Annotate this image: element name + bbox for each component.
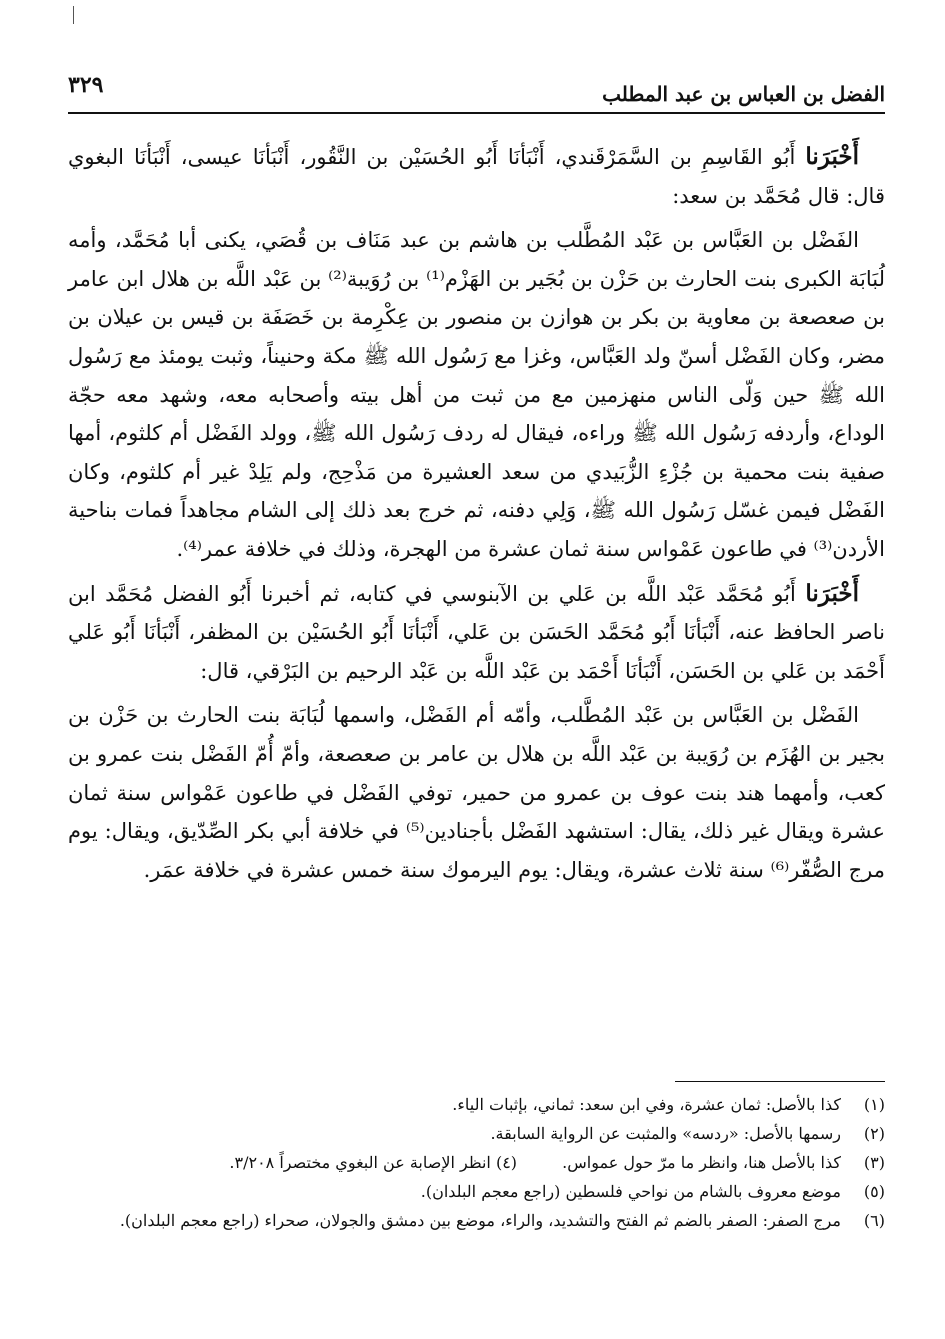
paragraph-text: الفَضْل بن العَبَّاس بن عَبْد المُطَّلب، وأمّه أم الفَضْل، واسمها لُبَابَة بنت الحارث بن حَزْن بن بجير بن الهُزَم بن رُوَيبة بن عَبْد اللَّه بن هلال بن عامر بن صعصعة، وأمّ أُمّ الفَضْل بنت عمرو بن كعب، وأمهما هند بنت عوف بن عمرو من حمير، توفي الفَضْل في طاعون عَمْواس سنة ثمان عشرة ويقال غير ذلك، يقال: استشهد الفَضْل بأجنادين⁽⁵⁾ في خلافة أبي بكر الصِّدّيق، ويقال: يوم مرج الصُّفّر⁽⁶⁾ سنة ثلاث عشرة، ويقال: يوم اليرموك سنة خمس عشرة في خلافة عمَر. xyxy=(68,703,885,882)
footnote-divider xyxy=(675,1081,885,1082)
paragraph-text: أَبُو مُحَمَّد عَبْد اللَّه بن عَلي بن الآبنوسي في كتابه، ثم أخبرنا أَبُو الفضل مُحَمَّد ابن ناصر الحافظ عنه، أَنْبَأنَا أَبُو مُحَمَّد الحَسَن بن عَلي، أَنْبَأنَا أَبُو الحُسَيْن بن المظفر، أَنْبَأنَا أَبُو عَلي أَحْمَد بن عَلي بن الحَسَن، أَنْبَأنَا أَحْمَد بن عَبْد اللَّه بن عَبْد الرحيم بن البَرْقي، قال: xyxy=(68,581,885,683)
footnote-3-4 xyxy=(68,1148,885,1177)
footnote-number: (٦) xyxy=(863,1211,885,1230)
footnote-text: كذا بالأصل: ثمان عشرة، وفي ابن سعد: ثماني، بإثبات الياء. xyxy=(452,1095,841,1114)
footnote-number: (٢) xyxy=(863,1124,885,1143)
footnote-text: انظر الإصابة عن البغوي مختصراً ٣/٢٠٨. xyxy=(229,1153,491,1172)
footnote-text: مرج الصفر: الصفر بالضم ثم الفتح والتشديد، والراء، موضع بين دمشق والجولان، صحراء (راجع معجم البلدان). xyxy=(119,1211,841,1230)
main-text xyxy=(68,138,885,889)
page-header xyxy=(68,72,885,114)
paragraph-biography-1 xyxy=(68,221,885,568)
footnote-number: (٤) xyxy=(495,1153,518,1172)
scan-margin-mark xyxy=(73,6,74,24)
isnad-lead-word: أَخْبَرَنا xyxy=(805,143,859,170)
footnote-5 xyxy=(68,1177,885,1206)
footnotes xyxy=(68,1090,885,1235)
footnote-number: (١) xyxy=(863,1095,885,1114)
isnad-lead-word: أَخْبَرَنا xyxy=(805,579,859,607)
footnote-text: موضع معروف بالشام من نواحي فلسطين (راجع معجم البلدان). xyxy=(420,1182,841,1201)
paragraph-biography-2 xyxy=(68,696,885,889)
footnote-number: (٣) xyxy=(863,1153,885,1172)
footnote-text: كذا بالأصل هنا، وانظر ما مرّ حول عمواس. xyxy=(562,1153,841,1172)
footnote-2 xyxy=(68,1119,885,1148)
paragraph-isnad-2 xyxy=(68,575,885,691)
footnote-1 xyxy=(68,1090,885,1119)
footnote-number: (٥) xyxy=(863,1182,885,1201)
page-number: ٣٢٩ xyxy=(68,72,104,98)
paragraph-text: الفَضْل بن العَبَّاس بن عَبْد المُطَّلب بن هاشم بن عبد مَنَاف بن قُصَي، يكنى أبا مُحَمَّد، وأمه لُبَابَة الكبرى بنت الحارث بن حَزْن بن بُجَير بن الهَزْم⁽¹⁾ بن رُوَيبة⁽²⁾ بن عَبْد اللَّه بن هلال ابن عامر بن صعصعة بن معاوية بن بكر بن هوازن بن منصور بن عِكْرِمة بن خَصَفَة بن قيس بن عيلان بن مضر، وكان الفَضْل أسنّ ولد العَبَّاس، وغزا مع رَسُول الله ﷺ مكة وحنيناً، وثبت يومئذ مع رَسُول الله ﷺ حين وَلّى الناس منهزمين مع من ثبت من أهل بيته وأصحابه معه، وشهد معه حجّة الوداع، وأردفه رَسُول الله ﷺ وراءه، فيقال له ردف رَسُول الله ﷺ، وولد الفَضْل أم كلثوم، أمها صفية بنت محمية بن جُزْءِ الزُّبَيدي من سعد العشيرة من مَذْحِج، ولم يَلِدْ غير أم كلثوم، وكان الفَضْل فيمن غسّل رَسُول الله ﷺ، وَلِي دفنه، ثم خرج بعد ذلك إلى الشام مجاهداً فمات بناحية الأردن⁽³⁾ في طاعون عَمْواس سنة ثمان عشرة من الهجرة، وذلك في خلافة عمر⁽⁴⁾. xyxy=(68,228,885,561)
running-title: الفضل بن العباس بن عبد المطلب xyxy=(602,82,885,106)
footnote-text: رسمها بالأصل: «ردسه» والمثبت عن الرواية السابقة. xyxy=(490,1124,841,1143)
paragraph-isnad-1 xyxy=(68,138,885,215)
footnote-6 xyxy=(68,1206,885,1235)
paragraph-text: أَبُو القَاسِمِ بن السَّمَرْقَندي، أَنْبَأنَا أَبُو الحُسَيْن بن النَّقُور، أَنْبَأنَا عيسى، أَنْبَأنَا البغوي قال: قال مُحَمَّد بن سعد: xyxy=(68,145,885,208)
